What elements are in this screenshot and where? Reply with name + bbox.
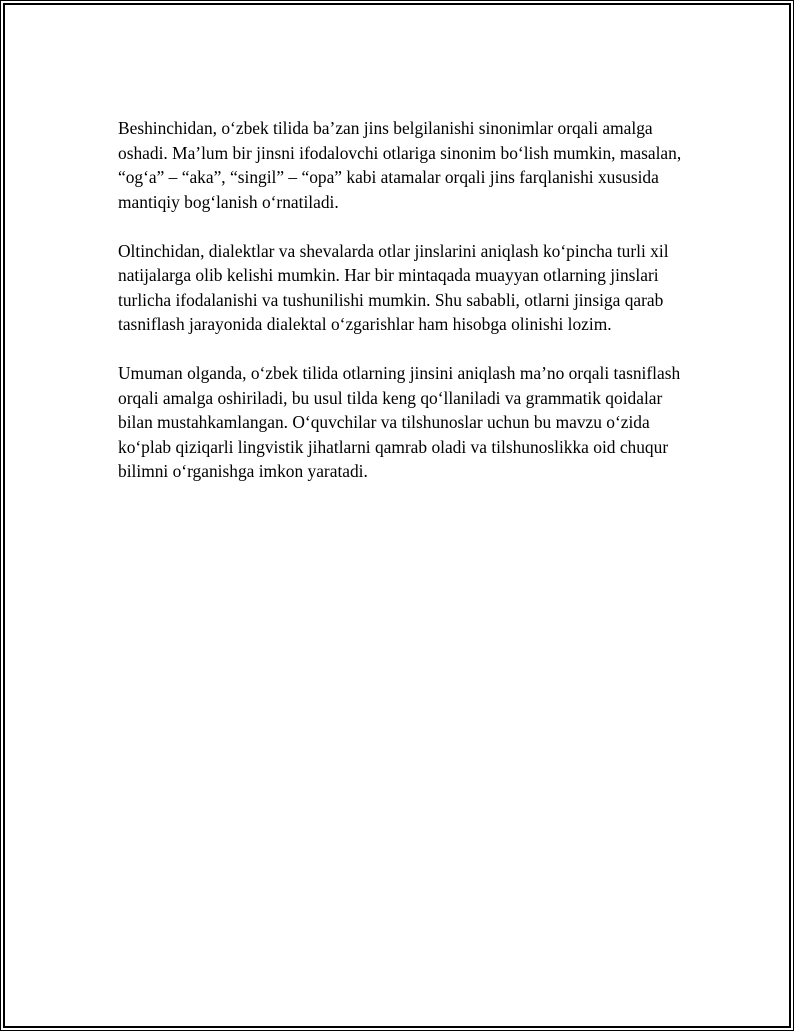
document-body: [118, 116, 698, 508]
paragraph-umuman-olganda: Umuman olganda, o‘zbek tilida otlarning jinsini aniqlash ma’no orqali tasniflash orqali amalga oshiriladi, bu usul tilda keng qo‘llaniladi va grammatik qoidalar bilan mustahkamlangan. O‘quvchilar va tilshunoslar uchun bu mavzu o‘zida ko‘plab qiziqarli lingvistik jihatlarni qamrab oladi va tilshunoslikka oid chuqur bilimni o‘rganishga imkon yaratadi.: [118, 363, 681, 481]
paragraph-oltinchidan: Oltinchidan, dialektlar va shevalarda otlar jinslarini aniqlash ko‘pincha turli xil natijalarga olib kelishi mumkin. Har bir mintaqada muayyan otlarning jinslari turlicha ifodalanishi va tushunilishi mumkin. Shu sababli, otlarni jinsiga qarab tasniflash jarayonida dialektal o‘zgarishlar ham hisobga olinishi lozim.: [118, 240, 669, 334]
paragraph-beshinchidan: Beshinchidan, o‘zbek tilida ba’zan jins belgilanishi sinonimlar orqali amalga oshadi. Ma’lum bir jinsni ifodalovchi otlariga sinonim bo‘lish mumkin, masalan, “og‘a” – “aka”, “singil” – “opa” kabi atamalar orqali jins farqlanishi xususida mantiqiy bog‘lanish o‘rnatiladi.: [118, 118, 682, 212]
